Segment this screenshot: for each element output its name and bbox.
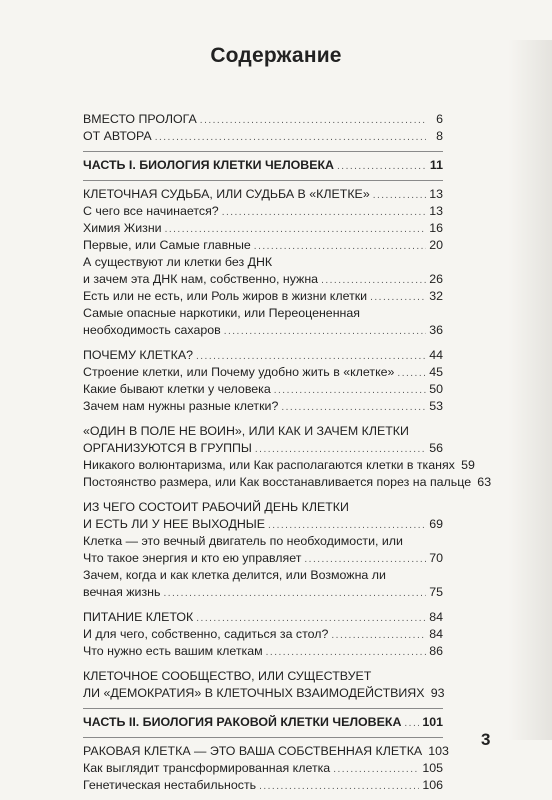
toc-entry-page: 84 (429, 610, 443, 624)
toc-entry-page: 6 (436, 112, 443, 126)
section-divider (83, 737, 443, 738)
toc-entry-page: 11 (429, 158, 443, 172)
toc-entry-page: 86 (429, 644, 443, 658)
toc-entry (83, 550, 443, 567)
toc-entry (83, 398, 443, 415)
toc-entry-page: 45 (429, 365, 443, 379)
leader-dots (254, 238, 426, 255)
leader-dots (222, 204, 426, 221)
toc-entry-page: 75 (429, 585, 443, 599)
leader-dots (196, 348, 426, 365)
toc-entry-page: 53 (429, 399, 443, 413)
toc-entry (83, 128, 443, 145)
toc-entry-label: С чего все начинается? (83, 204, 219, 218)
toc-entry-label: ОТ АВТОРА (83, 129, 152, 143)
leader-dots (196, 610, 426, 627)
toc-entry-page: 8 (436, 129, 443, 143)
facing-page-shadow (508, 40, 552, 740)
toc-entry-page: 32 (429, 289, 443, 303)
toc-entry-label: Строение клетки, или Почему удобно жить в «клетке» (83, 365, 395, 379)
toc-entry-page: 105 (422, 761, 443, 775)
toc-entry-label-line1: А существуют ли клетки без ДНК (83, 255, 273, 269)
toc-entry (83, 457, 475, 474)
leader-dots (304, 551, 426, 568)
toc-entry-label: необходимость сахаров (83, 323, 221, 337)
leader-dots (255, 441, 426, 458)
toc-entry-label: Что такое энергия и кто ею управляет (83, 551, 302, 565)
toc-entry (83, 322, 443, 339)
toc-entry-label-line1: Зачем, когда и как клетка делится, или Возможна ли (83, 568, 386, 582)
toc-entry (83, 474, 492, 491)
leader-dots (259, 778, 419, 795)
toc-entry-page: 26 (429, 272, 443, 286)
leader-dots (200, 112, 426, 129)
toc-entry-page: 70 (429, 551, 443, 565)
toc-entry (83, 381, 443, 398)
leader-dots (165, 221, 426, 238)
toc-part-heading (83, 157, 443, 174)
toc-entry-label: Как выглядит трансформированная клетка (83, 761, 331, 775)
toc-entry (83, 643, 443, 660)
leader-dots (331, 627, 426, 644)
toc-entry-page: 13 (429, 204, 443, 218)
toc-entry (83, 364, 443, 381)
toc-entry-label: Генетическая нестабильность (83, 778, 257, 792)
toc-entry-label: Постоянство размера, или Как восстанавливается порез на пальце (83, 475, 472, 489)
toc-chapter (83, 186, 443, 203)
toc-entry (83, 271, 443, 288)
toc-entry-label: ПОЧЕМУ КЛЕТКА? (83, 348, 193, 362)
toc-entry-page: 20 (429, 238, 443, 252)
leader-dots (224, 323, 426, 340)
toc-entry-label-line1: «ОДИН В ПОЛЕ НЕ ВОИН», ИЛИ КАК И ЗАЧЕМ КЛЕТКИ (83, 424, 409, 438)
leader-dots (404, 715, 419, 732)
page-number: 3 (481, 730, 491, 749)
toc-chapter (83, 609, 443, 626)
toc-chapter (83, 743, 449, 760)
toc-chapter (83, 516, 443, 533)
toc-chapter (83, 440, 443, 457)
leader-dots (266, 644, 426, 661)
toc-entry-page: 103 (428, 744, 449, 758)
toc-entry-label: КЛЕТОЧНАЯ СУДЬБА, ИЛИ СУДЬБА В «КЛЕТКЕ» (83, 187, 370, 201)
toc-entry-label: ЧАСТЬ I. БИОЛОГИЯ КЛЕТКИ ЧЕЛОВЕКА (83, 158, 335, 172)
toc-entry-page: 84 (429, 627, 443, 641)
toc-entry-label-line1: ИЗ ЧЕГО СОСТОИТ РАБОЧИЙ ДЕНЬ КЛЕТКИ (83, 500, 349, 514)
toc-entry-page: 59 (461, 458, 475, 472)
leader-dots (337, 158, 426, 175)
toc-entry-label: И для чего, собственно, садиться за стол? (83, 627, 329, 641)
toc-entry-page: 44 (429, 348, 443, 362)
toc-entry-label: Есть или не есть, или Роль жиров в жизни клетки (83, 289, 368, 303)
toc-entry-page: 36 (429, 323, 443, 337)
toc-entry-page: 93 (430, 686, 445, 700)
toc-entry-label: Первые, или Самые главные (83, 238, 251, 252)
toc-entry (83, 111, 443, 128)
toc-entry-label-line1: Клетка — это вечный двигатель по необходимости, или (83, 534, 403, 548)
toc-entry-label: ЧАСТЬ II. БИОЛОГИЯ РАКОВОЙ КЛЕТКИ ЧЕЛОВЕКА (83, 715, 402, 729)
leader-dots (397, 365, 426, 382)
toc-part-heading (83, 714, 443, 731)
section-divider (83, 180, 443, 181)
toc-entry-label: ПИТАНИЕ КЛЕТОК (83, 610, 194, 624)
toc-entry-label: Что нужно есть вашим клеткам (83, 644, 263, 658)
toc-entry-label: Химия Жизни (83, 221, 162, 235)
toc-entry (83, 237, 443, 254)
toc-entry-page: 106 (422, 778, 443, 792)
leader-dots (274, 382, 426, 399)
toc-entry-label-line1: КЛЕТОЧНОЕ СООБЩЕСТВО, ИЛИ СУЩЕСТВУЕТ (83, 669, 372, 683)
toc-entry-page: 63 (477, 475, 492, 489)
toc-entry-page: 13 (429, 187, 443, 201)
toc-entry (83, 777, 443, 794)
toc-entry-label: Зачем нам нужны разные клетки? (83, 399, 279, 413)
leader-dots (370, 289, 426, 306)
toc-entry-page: 16 (429, 221, 443, 235)
toc-entry-label: Никакого волюнтаризма, или Как располагаются клетки в тканях (83, 458, 455, 472)
toc-entry-label-line1: Самые опасные наркотики, или Переоцененная (83, 306, 360, 320)
toc-entry-label: ОРГАНИЗУЮТСЯ В ГРУППЫ (83, 441, 252, 455)
toc-entry-label: РАКОВАЯ КЛЕТКА — ЭТО ВАША СОБСТВЕННАЯ КЛЕТКА (83, 744, 423, 758)
page-title: Содержание (210, 44, 342, 67)
toc-entry-label: и зачем эта ДНК нам, собственно, нужна (83, 272, 319, 286)
toc-entry-page: 101 (422, 715, 443, 729)
toc-entry-label: ВМЕСТО ПРОЛОГА (83, 112, 197, 126)
toc-entry-label: Какие бывают клетки у человека (83, 382, 271, 396)
section-divider (83, 708, 443, 709)
toc-chapter (83, 685, 443, 702)
toc-entry (83, 626, 443, 643)
toc-entry-page: 56 (429, 441, 443, 455)
leader-dots (373, 187, 426, 204)
toc-entry-page: 50 (429, 382, 443, 396)
leader-dots (333, 761, 419, 778)
toc-entry (83, 760, 443, 777)
leader-dots (155, 129, 426, 146)
section-divider (83, 151, 443, 152)
toc-entry-label: вечная жизнь (83, 585, 161, 599)
toc-entry (83, 203, 443, 220)
toc-entry (83, 220, 443, 237)
toc-entry (83, 584, 443, 601)
toc-entry (83, 288, 443, 305)
leader-dots (268, 517, 426, 534)
toc-chapter (83, 347, 443, 364)
toc-entry-label: ЛИ «ДЕМОКРАТИЯ» В КЛЕТОЧНЫХ ВЗАИМОДЕЙСТВИЯХ (83, 686, 425, 700)
leader-dots (163, 585, 426, 602)
leader-dots (321, 272, 426, 289)
table-of-contents (83, 111, 492, 794)
toc-entry-page: 69 (429, 517, 443, 531)
leader-dots (281, 399, 426, 416)
toc-entry-label: И ЕСТЬ ЛИ У НЕЕ ВЫХОДНЫЕ (83, 517, 266, 531)
